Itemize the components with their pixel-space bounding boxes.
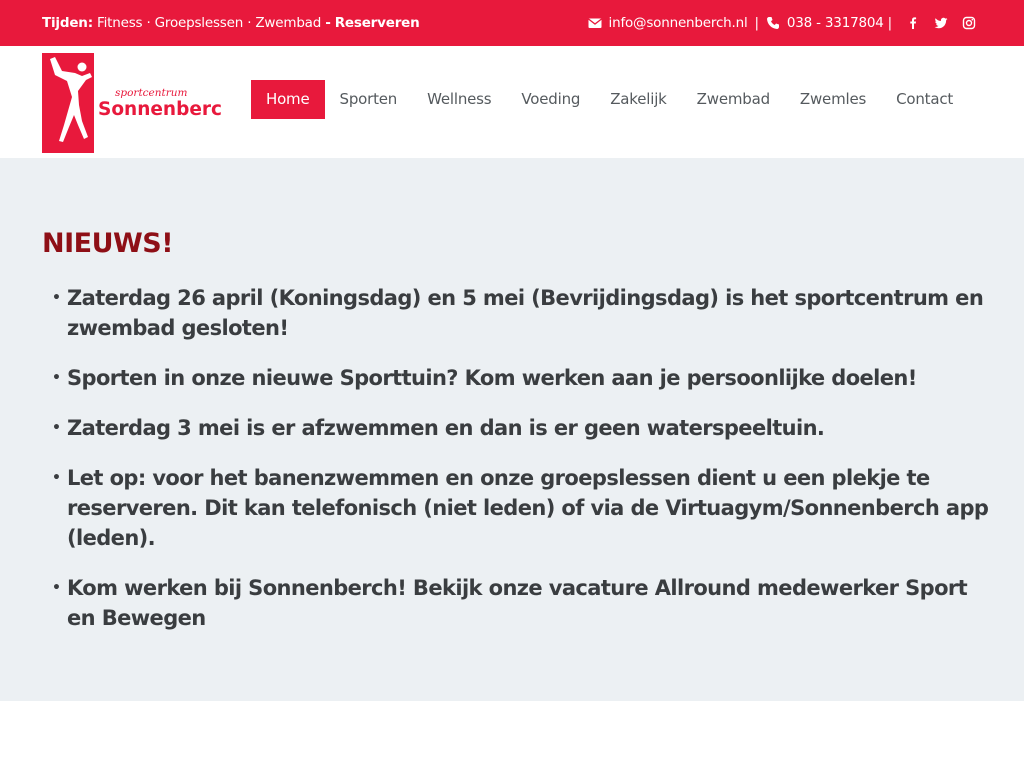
- reserve-link[interactable]: [335, 15, 420, 31]
- contact-info: [588, 15, 976, 31]
- bullet-icon: •: [52, 580, 61, 596]
- phone-separator: |: [887, 15, 892, 31]
- news-item-text: Kom werken bij Sonnenberch! Bekijk onze vacature Allround medewerker Sport en Bewegen: [67, 576, 968, 630]
- news-item: [52, 463, 992, 553]
- top-bar: [0, 0, 1024, 46]
- phone-icon: [766, 16, 780, 30]
- bullet-icon: •: [52, 290, 61, 306]
- news-section: [0, 158, 1024, 701]
- logo-line2: Sonnenberch: [98, 99, 222, 120]
- opening-times: [42, 15, 420, 31]
- site-logo[interactable]: [42, 53, 222, 153]
- phone-link[interactable]: 038 - 3317804: [786, 15, 884, 31]
- nav-item-sporten[interactable]: Sporten: [339, 90, 398, 108]
- nav-item-voeding[interactable]: Voeding: [521, 90, 581, 108]
- news-item: [52, 413, 992, 443]
- times-dash: -: [325, 15, 331, 31]
- nav-item-zwemles[interactable]: Zwemles: [799, 90, 867, 108]
- instagram-link[interactable]: [962, 16, 976, 30]
- site-header: [0, 46, 1024, 158]
- news-list: [52, 283, 992, 653]
- nav-item-home[interactable]: Home: [251, 80, 325, 119]
- bullet-icon: •: [52, 370, 61, 386]
- news-title: NIEUWS!: [42, 228, 174, 259]
- twitter-icon: [934, 16, 948, 30]
- news-item-text: Zaterdag 26 april (Koningsdag) en 5 mei (Bevrijdingsdag) is het sportcentrum en zwembad gesloten!: [67, 286, 984, 340]
- nav-item-zwembad[interactable]: Zwembad: [696, 90, 770, 108]
- envelope-icon: [588, 16, 602, 30]
- nav-item-contact[interactable]: Contact: [896, 90, 954, 108]
- logo-line1: sportcentrum: [115, 87, 188, 99]
- nav-item-zakelijk[interactable]: Zakelijk: [610, 90, 667, 108]
- news-item: [52, 363, 992, 393]
- facebook-link[interactable]: [906, 16, 920, 30]
- bullet-icon: •: [52, 420, 61, 436]
- news-item: [52, 573, 992, 633]
- instagram-icon: [962, 16, 976, 30]
- news-item-text: Let op: voor het banenzwemmen en onze groepslessen dient u een plekje te reserveren. Dit kan telefonisch (niet leden) of via de Virtuagym/Sonnenberch app (leden).: [67, 466, 989, 550]
- twitter-link[interactable]: [934, 16, 948, 30]
- times-label: Tijden:: [42, 15, 93, 31]
- news-item-text: Sporten in onze nieuwe Sporttuin? Kom werken aan je persoonlijke doelen!: [67, 366, 917, 390]
- nav-item-wellness[interactable]: Wellness: [427, 90, 492, 108]
- email-link[interactable]: info@sonnenberch.nl: [608, 15, 748, 31]
- contact-separator: |: [754, 15, 759, 31]
- bullet-icon: •: [52, 470, 61, 486]
- facebook-icon: [906, 16, 920, 30]
- main-nav: [251, 80, 968, 119]
- times-links[interactable]: Fitness · Groepslessen · Zwembad: [97, 15, 322, 31]
- reserve-label: Reserveren: [334, 15, 420, 31]
- news-item-text: Zaterdag 3 mei is er afzwemmen en dan is er geen waterspeeltuin.: [67, 416, 825, 440]
- news-item: [52, 283, 992, 343]
- logo-graphic: [42, 53, 222, 153]
